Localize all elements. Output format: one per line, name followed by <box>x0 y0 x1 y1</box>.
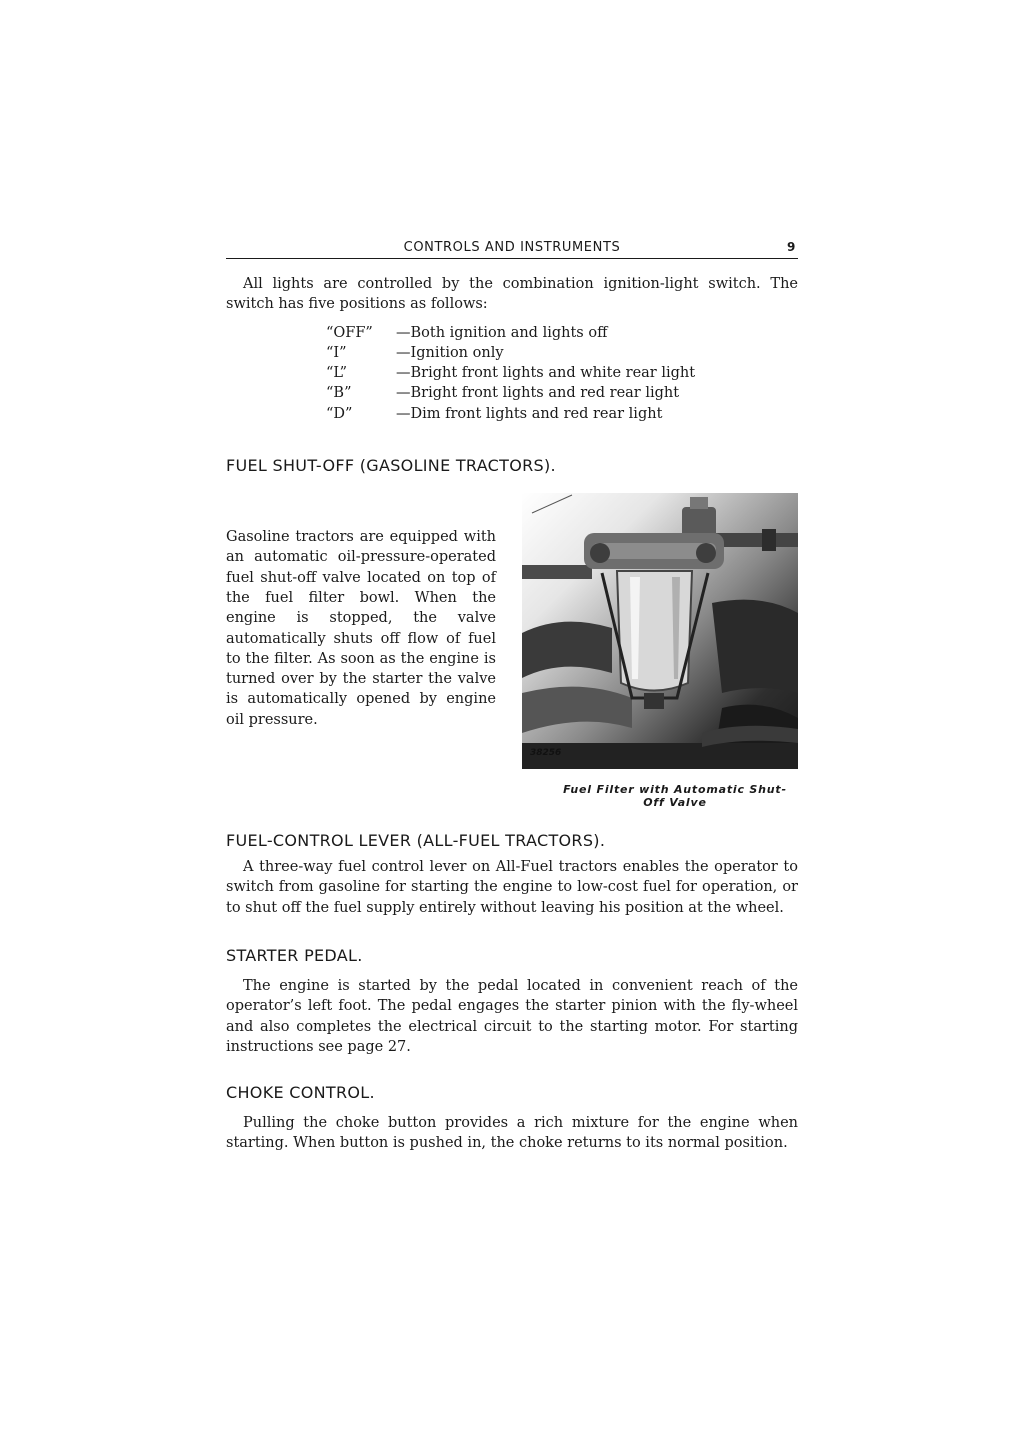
switch-position-code: “OFF” <box>326 324 373 341</box>
section-body: A three-way fuel control lever on All-Fuel tractors enables the operator to switch from gasoline for starting the engine to low-cost fuel for operation, or to shut off the fuel supply entirely without leaving his position at the wheel. <box>226 859 798 916</box>
fuel-shutoff-text-column <box>226 493 496 809</box>
section-heading: FUEL SHUT-OFF (GASOLINE TRACTORS). <box>226 456 556 476</box>
fuel-filter-photo <box>522 493 798 769</box>
switch-position-list <box>326 323 798 424</box>
section-heading: CHOKE CONTROL. <box>226 1083 375 1103</box>
figure-caption <box>522 783 798 809</box>
switch-position-code: “I” <box>326 344 347 361</box>
document-page <box>226 238 798 1154</box>
section-heading: STARTER PEDAL. <box>226 945 363 965</box>
switch-position-row <box>326 343 798 363</box>
switch-position-desc: —Bright front lights and red rear light <box>396 385 680 402</box>
section-fuel-shutoff <box>226 456 798 809</box>
fuel-filter-figure <box>522 493 798 809</box>
switch-position-code: “L” <box>326 365 347 382</box>
caption-line: Fuel Filter with Automatic Shut- <box>563 783 787 797</box>
switch-position-desc: —Bright front lights and white rear light <box>396 365 696 382</box>
running-head-title: CONTROLS AND INSTRUMENTS <box>403 240 621 255</box>
figure-number: 38256 <box>530 748 562 759</box>
caption-line: Off Valve <box>643 796 707 810</box>
section-body: The engine is started by the pedal located in convenient reach of the operator’s left foot. The pedal engages the starter pinion with the fly-wheel and also completes the electrical circuit to the starting motor. For starting instructions see page 27. <box>226 977 798 1055</box>
section-body: Gasoline tractors are equipped with an automatic oil-pressure-operated fuel shut-off valve located on top of the fuel filter bowl. When the engine is stopped, the valve automatically shuts off flow of fuel to the filter. As soon as the engine is turned over by the starter the valve is automatically opened by engine oil pressure. <box>226 529 496 728</box>
switch-position-row <box>326 323 798 343</box>
section-fuel-control <box>226 831 798 918</box>
fuel-filter-illustration <box>522 493 798 769</box>
section-choke-control <box>226 1083 798 1154</box>
switch-position-code: “B” <box>326 385 352 402</box>
switch-position-desc: —Ignition only <box>396 344 504 361</box>
section-heading: FUEL-CONTROL LEVER (ALL-FUEL TRACTORS). <box>226 831 606 851</box>
switch-position-desc: —Dim front lights and red rear light <box>396 405 663 422</box>
fuel-shutoff-columns <box>226 493 798 809</box>
intro-paragraph: All lights are controlled by the combination ignition-light switch. The switch has five positions as follows: <box>226 276 798 313</box>
section-body: Pulling the choke button provides a rich mixture for the engine when starting. When button is pushed in, the choke returns to its normal position. <box>226 1115 798 1152</box>
switch-position-row <box>326 404 798 424</box>
switch-position-desc: —Both ignition and lights off <box>396 324 608 341</box>
page-number: 9 <box>787 240 796 254</box>
section-starter-pedal <box>226 946 798 1057</box>
running-head <box>226 238 798 259</box>
switch-position-row <box>326 383 798 403</box>
switch-position-code: “D” <box>326 405 353 422</box>
switch-position-row <box>326 363 798 383</box>
